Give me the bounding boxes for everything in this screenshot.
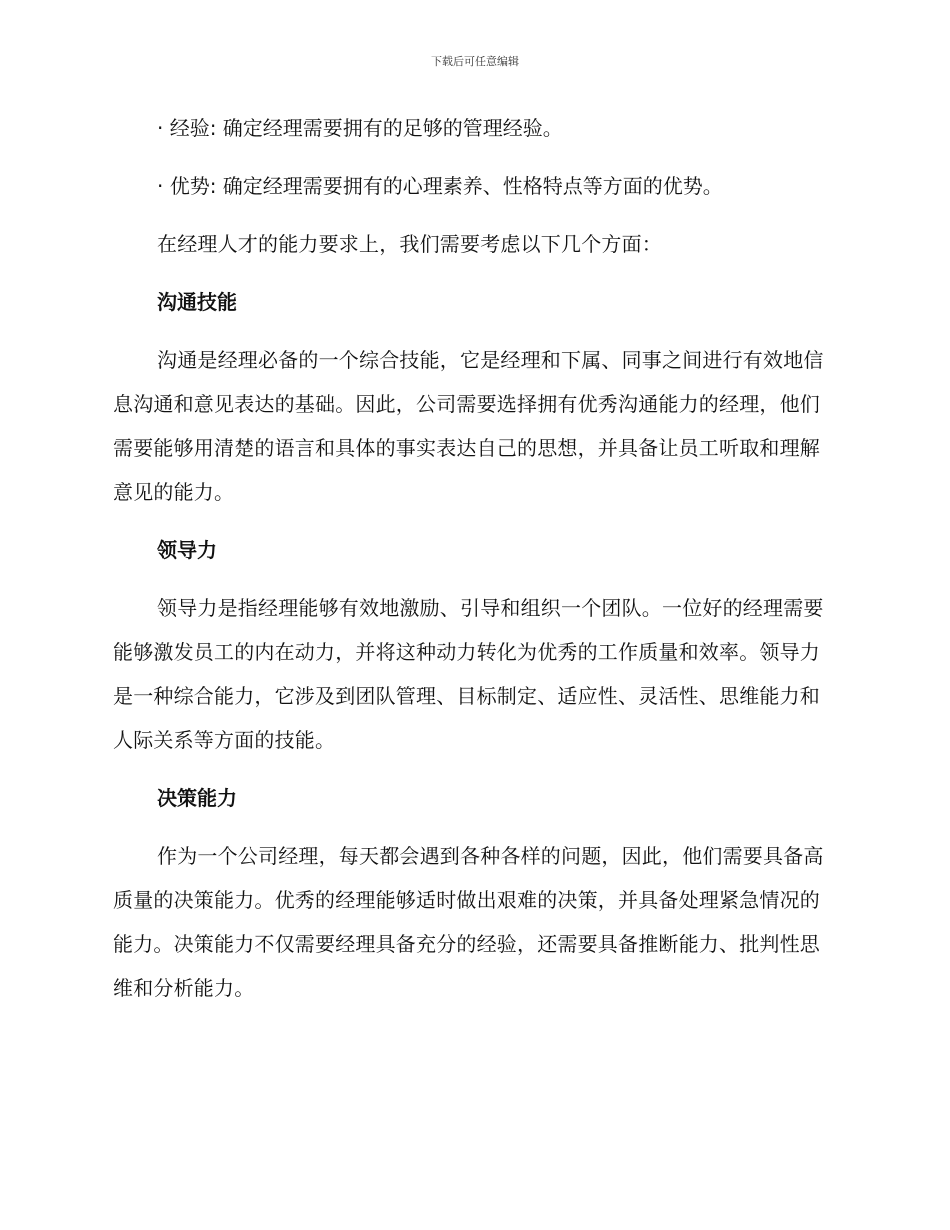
section-heading-leadership: 领导力: [157, 538, 217, 562]
section-body-decision: 作为一个公司经理，每天都会遇到各种各样的问题，因此，他们需要具备高质量的决策能力。优秀的经理能够适时做出艰难的决策，并具备处理紧急情况的能力。决策能力不仅需要经理具备充分的经验，还需要具备推断能力、批判性思维和分析能力。: [113, 844, 824, 1000]
document-body: [113, 106, 833, 1010]
page-header: 下载后可任意编辑: [431, 55, 519, 68]
section-heading-decision: 决策能力: [157, 786, 237, 810]
intro-paragraph: 在经理人才的能力要求上，我们需要考虑以下几个方面：: [157, 232, 662, 256]
section-heading-communication: 沟通技能: [157, 290, 237, 314]
section-body-communication: 沟通是经理必备的一个综合技能，它是经理和下属、同事之间进行有效地信息沟通和意见表达的基础。因此，公司需要选择拥有优秀沟通能力的经理，他们需要能够用清楚的语言和具体的事实表达自己的思想，并具备让员工听取和理解意见的能力。: [113, 348, 824, 504]
bullet-item-experience: · 经验: 确定经理需要拥有的足够的管理经验。: [157, 116, 563, 140]
section-body-leadership: 领导力是指经理能够有效地激励、引导和组织一个团队。一位好的经理需要能够激发员工的内在动力，并将这种动力转化为优秀的工作质量和效率。领导力是一种综合能力，它涉及到团队管理、目标制定、适应性、灵活性、思维能力和人际关系等方面的技能。: [113, 596, 824, 752]
bullet-item-advantage: · 优势: 确定经理需要拥有的心理素养、性格特点等方面的优势。: [157, 174, 723, 198]
